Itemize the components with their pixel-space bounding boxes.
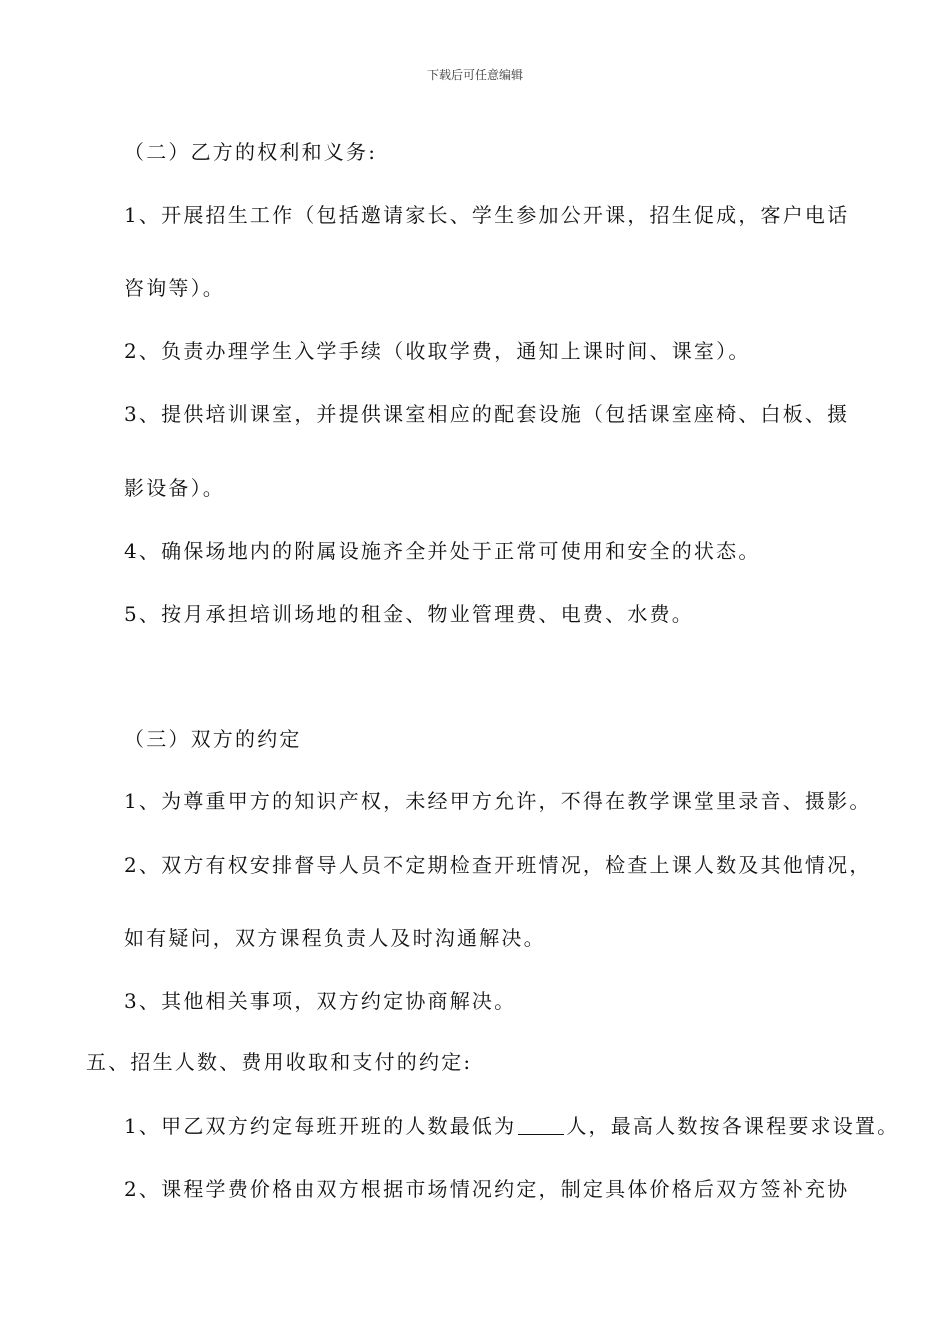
section-2-item-3-line-1: 3、提供培训课室，并提供课室相应的配套设施（包括课室座椅、白板、摄 <box>124 402 850 426</box>
section-3-heading: （三）双方的约定 <box>124 727 302 751</box>
section-3-item-2-line-2: 如有疑问，双方课程负责人及时沟通解决。 <box>124 926 546 950</box>
section-5-item-1 <box>124 1116 899 1136</box>
section-5-heading: 五、招生人数、费用收取和支付的约定: <box>86 1050 473 1074</box>
section-2-item-3-line-2: 影设备）。 <box>124 476 225 500</box>
section-3-item-3: 3、其他相关事项，双方约定协商解决。 <box>124 989 517 1013</box>
section-5-item-1-text-after: 人，最高人数按各课程要求设置。 <box>566 1114 900 1138</box>
section-2-item-1-line-1: 1、开展招生工作（包括邀请家长、学生参加公开课，招生促成，客户电话 <box>124 203 850 227</box>
section-5-item-2-line-1: 2、课程学费价格由双方根据市场情况约定，制定具体价格后双方签补充协 <box>124 1177 850 1201</box>
fill-in-blank <box>518 1116 564 1135</box>
section-3-item-1: 1、为尊重甲方的知识产权，未经甲方允许，不得在教学课堂里录音、摄影。 <box>124 789 872 813</box>
section-2-item-4: 4、确保场地内的附属设施齐全并处于正常可使用和安全的状态。 <box>124 539 761 563</box>
section-2-item-1-line-2: 咨询等）。 <box>124 276 225 300</box>
page-header: 下载后可任意编辑 <box>426 68 523 82</box>
section-2-heading: （二）乙方的权利和义务: <box>124 140 378 164</box>
section-2-item-5: 5、按月承担培训场地的租金、物业管理费、电费、水费。 <box>124 602 694 626</box>
section-5-item-1-text-before: 1、甲乙双方约定每班开班的人数最低为 <box>124 1114 517 1138</box>
section-2-item-2: 2、负责办理学生入学手续（收取学费，通知上课时间、课室）。 <box>124 339 751 363</box>
section-3-item-2-line-1: 2、双方有权安排督导人员不定期检查开班情况，检查上课人数及其他情况， <box>124 853 872 877</box>
